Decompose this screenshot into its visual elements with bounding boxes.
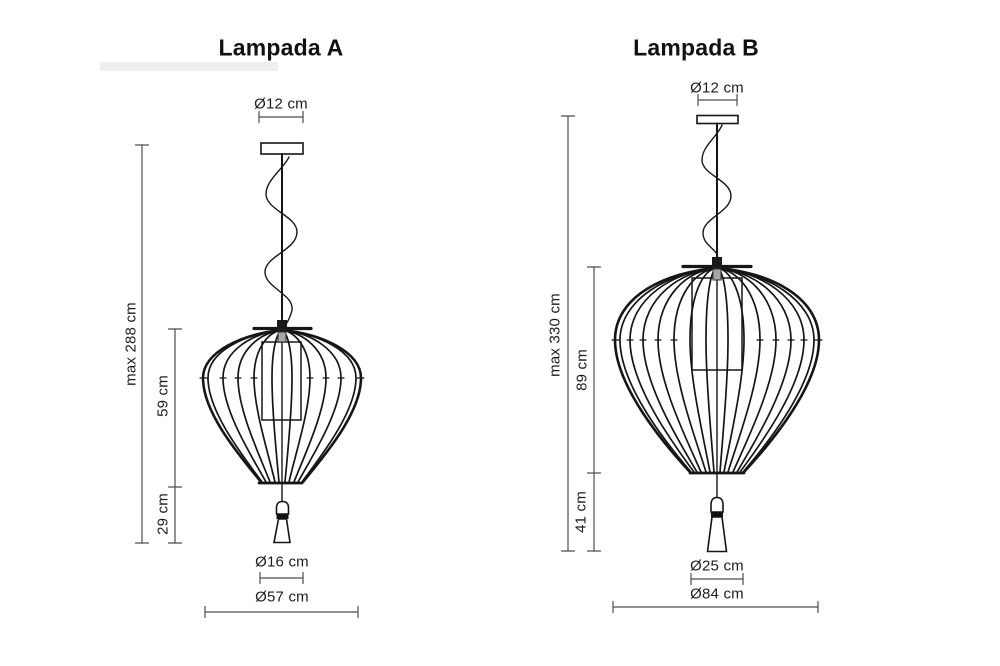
lamp-b-lower-drop-label: 41 cm	[572, 491, 590, 533]
lamp-b-hub	[712, 257, 722, 280]
lamp-b-cage-diameter-label: Ø84 cm	[690, 585, 744, 603]
lamp-a-cage	[200, 329, 364, 484]
scan-artifact	[100, 62, 278, 71]
lamp-a-drawing	[136, 112, 365, 618]
lamp-b-diffuser-diameter-label: Ø25 cm	[690, 557, 744, 575]
lamp-b-diffuser	[708, 473, 727, 552]
lamp-a-lower-drop-label: 29 cm	[154, 493, 172, 535]
lamp-a-hub	[277, 320, 287, 342]
lamp-a-canopy	[261, 143, 303, 154]
lamp-a-canopy-diameter-label: Ø12 cm	[254, 95, 308, 113]
lamp-a-diffuser-diameter-label: Ø16 cm	[255, 553, 309, 571]
lamp-b-title: Lampada B	[633, 34, 759, 61]
lamp-b-canopy-diameter-label: Ø12 cm	[690, 79, 744, 97]
lamp-a-diffuser	[274, 483, 290, 543]
lamp-a-max-drop-label: max 288 cm	[122, 302, 140, 386]
lamp-b-canopy	[697, 116, 738, 124]
lamp-a-cage-height-label: 59 cm	[154, 375, 172, 417]
lamp-a-title: Lampada A	[218, 34, 344, 61]
lamp-b-cage-height-label: 89 cm	[573, 349, 591, 391]
lamp-b-drawing	[562, 95, 823, 613]
lamp-b-max-drop-label: max 330 cm	[546, 293, 564, 377]
lamp-a-cage-diameter-label: Ø57 cm	[255, 588, 309, 606]
